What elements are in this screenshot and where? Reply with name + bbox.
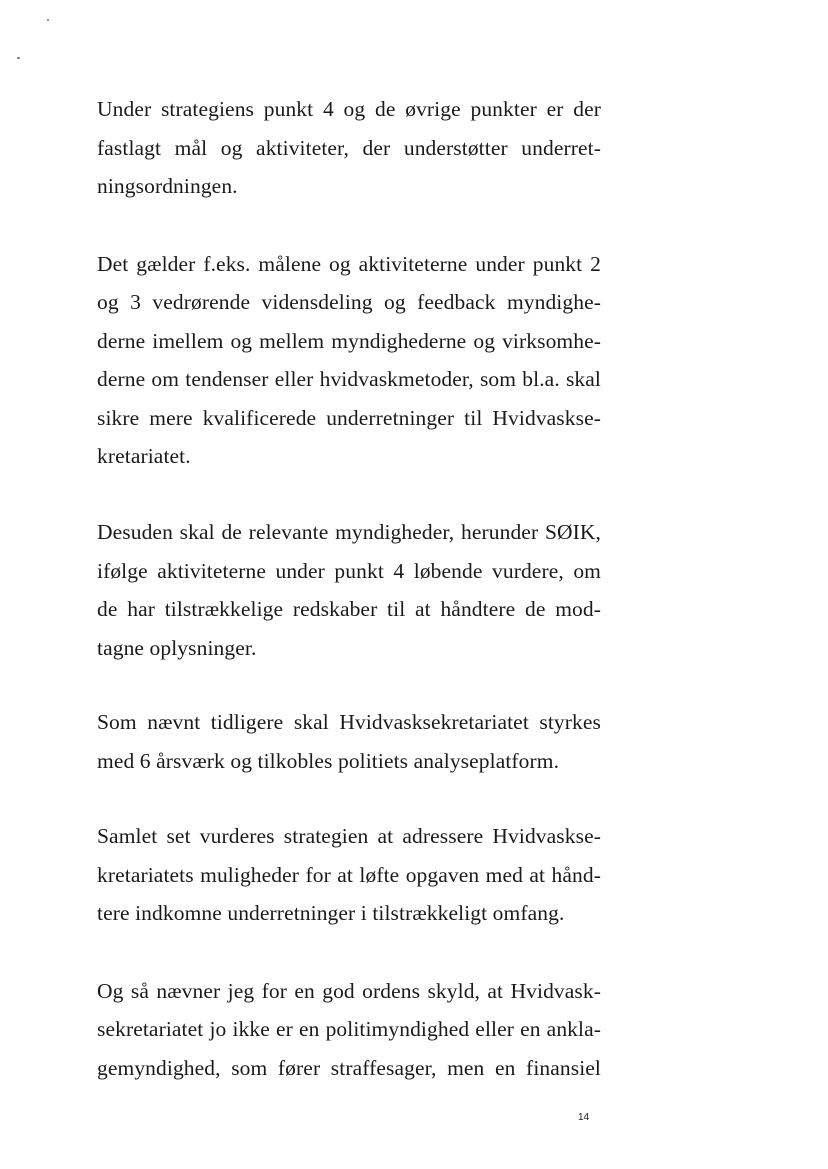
- text-line: med 6 årsværk og tilkobles politiets analyseplatform.: [97, 749, 560, 773]
- text-line: sikre mere kvalificerede underretninger til Hvidvaskse-: [97, 406, 601, 430]
- scan-speck: [47, 19, 49, 21]
- text-line: tagne oplysninger.: [97, 636, 257, 660]
- text-line: Under strategiens punkt 4 og de øvrige punkter er der: [97, 97, 601, 121]
- text-line: Det gælder f.eks. målene og aktiviteterne under punkt 2: [97, 252, 601, 276]
- text-line: Som nævnt tidligere skal Hvidvasksekretariatet styrkes: [97, 710, 601, 734]
- page-number: 14: [578, 1112, 590, 1123]
- text-line: og 3 vedrørende vidensdeling og feedback myndighe-: [97, 290, 601, 314]
- text-line: Samlet set vurderes strategien at adressere Hvidvaskse-: [97, 824, 601, 848]
- text-line: kretariatet.: [97, 444, 191, 468]
- text-line: Og så nævner jeg for en god ordens skyld, at Hvidvask-: [97, 979, 601, 1003]
- text-line: tere indkomne underretninger i tilstrækkeligt omfang.: [97, 901, 565, 925]
- text-line: derne imellem og mellem myndighederne og virksomhe-: [97, 329, 601, 353]
- text-line: gemyndighed, som fører straffesager, men en finansiel: [97, 1056, 601, 1080]
- text-line: sekretariatet jo ikke er en politimyndighed eller en ankla-: [97, 1017, 601, 1041]
- text-line: derne om tendenser eller hvidvaskmetoder, som bl.a. skal: [97, 367, 601, 391]
- text-line: kretariatets muligheder for at løfte opgaven med at hånd-: [97, 863, 601, 887]
- text-line: Desuden skal de relevante myndigheder, herunder SØIK,: [97, 520, 601, 544]
- text-line: ifølge aktiviteterne under punkt 4 løbende vurdere, om: [97, 559, 601, 583]
- text-line: ningsordningen.: [97, 174, 238, 198]
- text-line: fastlagt mål og aktiviteter, der understøtter underret-: [97, 136, 601, 160]
- text-line: de har tilstrækkelige redskaber til at håndtere de mod-: [97, 597, 601, 621]
- scan-speck: [17, 57, 20, 59]
